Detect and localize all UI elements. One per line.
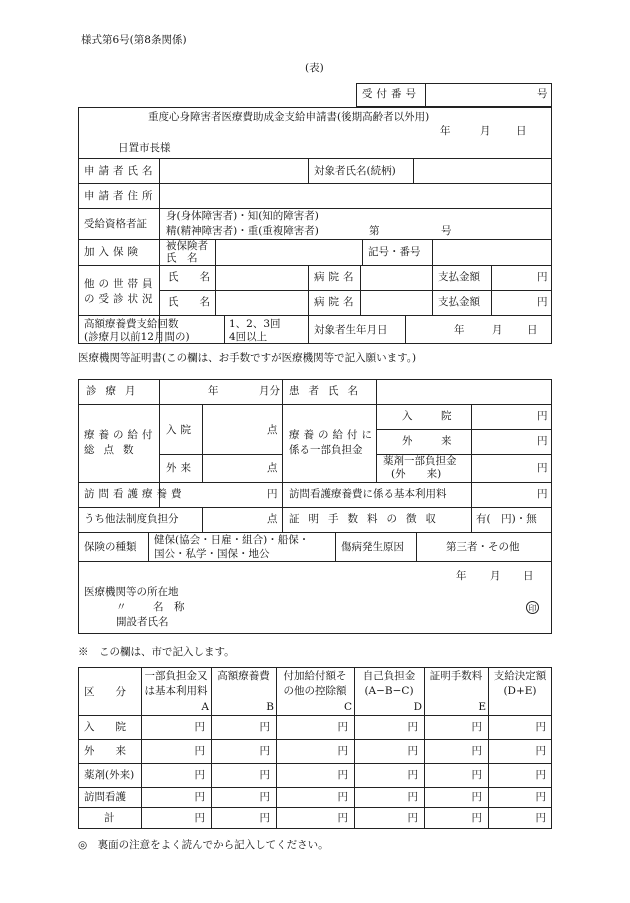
city-col-header-line1: 一部負担金又 (144, 670, 208, 682)
city-row-label: 計 (104, 812, 115, 824)
footer-note: ◎ 裏面の注意をよく読んでから記入してください。 (78, 839, 329, 851)
city-cell-yen[interactable]: 円 (471, 721, 482, 733)
receipt-number-label: 受付番号 (362, 88, 420, 100)
visiting-basic-label: 訪問看護療養費に係る基本利用料 (289, 488, 447, 500)
subject-name-label: 対象者氏名(続柄) (314, 165, 396, 177)
city-note: ※ この欄は、市で記入します。 (78, 646, 235, 658)
city-cell-yen[interactable]: 円 (259, 791, 270, 803)
symbol-number-label: 記号・番号 (368, 246, 421, 258)
copay-outpatient-yen: 円 (537, 435, 548, 447)
city-col-letter: E (478, 701, 486, 713)
high-cost-label-1: 高額療養費支給回数 (84, 318, 179, 330)
birth-day: 日 (527, 324, 538, 336)
city-cell-yen[interactable]: 円 (471, 769, 482, 781)
qualification-label: 受給資格者証 (84, 218, 147, 230)
treatment-month-label: 診療月 (86, 385, 145, 397)
receipt-number-suffix: 号 (537, 88, 548, 100)
points-label-2: 総点数 (84, 444, 143, 456)
city-cell-yen[interactable]: 円 (535, 745, 546, 757)
high-cost-option-1[interactable]: 1、2、3回 (229, 318, 281, 330)
city-cell-yen[interactable]: 円 (407, 721, 418, 733)
form-number: 様式第6号(第8条関係) (81, 34, 187, 46)
applicant-address-field[interactable] (160, 184, 551, 207)
city-cell-yen[interactable]: 円 (194, 769, 205, 781)
seal-mark: 印 (526, 601, 539, 614)
date-day: 日 (516, 125, 527, 137)
date-year: 年 (440, 125, 451, 137)
insurance-type-label: 保険の種類 (84, 541, 137, 553)
city-kubun-header: 区 分 (84, 686, 126, 698)
birth-month: 月 (492, 324, 503, 336)
cert-year: 年 (456, 570, 467, 582)
city-cell-yen[interactable]: 円 (194, 791, 205, 803)
applicant-address-label: 申請者住所 (84, 190, 157, 202)
copay-label-1: 療養の給付に (289, 429, 376, 441)
city-cell-yen[interactable]: 円 (259, 812, 270, 824)
high-cost-label-2: (診療月以前12月間の) (84, 331, 190, 343)
cert-fee-option[interactable]: 有( 円)・無 (476, 513, 537, 525)
copay-label-2: 係る一部負担金 (289, 444, 363, 456)
insured-name-field[interactable] (216, 240, 361, 264)
insured-label-2: 氏 名 (166, 252, 198, 264)
city-row-label: 入 院 (84, 721, 126, 733)
points-outpatient-label: 外来 (166, 462, 195, 474)
points-inpatient-unit: 点 (267, 424, 278, 436)
cert-day: 日 (523, 570, 534, 582)
treatment-month-year: 年 (208, 385, 219, 397)
city-cell-yen[interactable]: 円 (259, 721, 270, 733)
city-cell-yen[interactable]: 円 (259, 745, 270, 757)
city-cell-yen[interactable]: 円 (337, 769, 348, 781)
city-cell-yen[interactable]: 円 (407, 769, 418, 781)
household-yen: 円 (537, 296, 548, 308)
city-col-header-line2: (A−B−C) (364, 685, 414, 697)
city-col-letter: C (343, 701, 352, 713)
city-col-letter: B (266, 701, 274, 713)
symbol-number-field[interactable] (433, 240, 551, 264)
city-cell-yen[interactable]: 円 (407, 812, 418, 824)
drug-copay-label-1: 薬剤一部負担金 (383, 455, 457, 467)
city-cell-yen[interactable]: 円 (194, 745, 205, 757)
city-col-header-line1: 支給決定額 (493, 670, 547, 682)
household-label-1: 他の世帯員 (84, 278, 157, 290)
city-cell-yen[interactable]: 円 (535, 769, 546, 781)
other-law-unit: 点 (267, 513, 278, 525)
institution-founder-label: 開設者氏名 (116, 616, 169, 628)
city-row-label: 訪問看護 (84, 791, 126, 803)
date-month: 月 (480, 125, 491, 137)
birthdate-label: 対象者生年月日 (314, 324, 388, 336)
injury-cause-options[interactable]: 第三者・その他 (446, 541, 520, 553)
points-inpatient-label: 入院 (166, 424, 195, 436)
drug-copay-yen: 円 (537, 462, 548, 474)
city-cell-yen[interactable]: 円 (259, 769, 270, 781)
city-cell-yen[interactable]: 円 (535, 791, 546, 803)
qualification-line2: 精(精神障害者)・重(重複障害者) (166, 225, 319, 237)
household-hospital-label: 病院名 (314, 271, 358, 283)
qualification-no-prefix: 第 (369, 225, 380, 237)
city-cell-yen[interactable]: 円 (194, 721, 205, 733)
city-row-label: 外 来 (84, 745, 126, 757)
visiting-nursing-label: 訪問看護療養費 (84, 488, 186, 500)
city-col-header-line1: 付加給付額そ (283, 670, 347, 682)
form-side: (表) (305, 62, 324, 74)
city-col-header-line2: は基本利用料 (144, 685, 208, 697)
injury-cause-label: 傷病発生原因 (341, 541, 404, 553)
household-paid-label: 支払金額 (438, 296, 480, 308)
institution-address-label: 医療機関等の所在地 (84, 586, 179, 598)
insured-label-1: 被保険者 (166, 240, 208, 252)
city-cell-yen[interactable]: 円 (535, 812, 546, 824)
city-cell-yen[interactable]: 円 (194, 812, 205, 824)
household-name-label: 氏 名 (168, 271, 210, 283)
qualification-line1: 身(身体障害者)・知(知的障害者) (166, 210, 319, 222)
household-label-2: の受診状況 (84, 293, 157, 305)
city-col-header-line1: 自己負担金 (362, 670, 416, 682)
city-col-header-line1: 証明手数料 (429, 670, 483, 682)
copay-inpatient-label: 入 院 (402, 410, 461, 422)
subject-name-field[interactable] (414, 159, 551, 182)
other-law-label: うち他法制度負担分 (84, 513, 179, 525)
city-cell-yen[interactable]: 円 (535, 721, 546, 733)
city-row-label: 薬剤(外来) (84, 769, 135, 781)
applicant-name-field[interactable] (160, 159, 307, 182)
city-col-letter: D (413, 701, 422, 713)
cert-month: 月 (490, 570, 501, 582)
addressee: 日置市長様 (118, 142, 171, 154)
city-cell-yen[interactable]: 円 (407, 745, 418, 757)
city-col-header-line2: の他の控除額 (283, 685, 347, 697)
household-hospital-label: 病院名 (314, 296, 358, 308)
city-cell-yen[interactable]: 円 (471, 745, 482, 757)
city-col-header-line1: 高額療養費 (217, 670, 270, 682)
city-col-letter: A (201, 701, 209, 713)
copay-outpatient-label: 外 来 (402, 435, 461, 447)
city-cell-yen[interactable]: 円 (407, 791, 418, 803)
visiting-nursing-yen: 円 (267, 488, 278, 500)
visiting-basic-yen: 円 (537, 488, 548, 500)
cert-fee-label: 証明手数料の徴収 (289, 513, 445, 525)
patient-name-label: 患者氏名 (289, 385, 367, 397)
drug-copay-label-2: (外 来) (391, 468, 442, 480)
qualification-no-suffix: 号 (441, 225, 452, 237)
insurance-type-line1[interactable]: 健保(協会・日雇・組合)・船保・ (154, 534, 310, 546)
city-cell-yen[interactable]: 円 (337, 812, 348, 824)
points-label-1: 療養の給付 (84, 429, 157, 441)
insurance-label: 加入保険 (84, 246, 142, 258)
applicant-name-label: 申請者氏名 (84, 165, 157, 177)
city-col-header-line2: (D+E) (503, 685, 537, 697)
medical-heading: 医療機関等証明書(この欄は、お手数ですが医療機関等で記入願います。) (78, 352, 417, 364)
treatment-month-suffix: 月分 (259, 385, 280, 397)
points-outpatient-unit: 点 (267, 462, 278, 474)
city-cell-yen[interactable]: 円 (337, 721, 348, 733)
form-title: 重度心身障害者医療費助成金支給申請書(後期高齢者以外用) (148, 111, 430, 123)
patient-name-field[interactable] (377, 380, 551, 403)
household-name-label: 氏 名 (168, 296, 210, 308)
copay-inpatient-yen: 円 (537, 410, 548, 422)
household-yen: 円 (537, 271, 548, 283)
birth-year: 年 (454, 324, 465, 336)
institution-name-label: 名 称 (153, 601, 185, 613)
household-paid-label: 支払金額 (438, 271, 480, 283)
high-cost-option-2[interactable]: 4回以上 (229, 331, 268, 343)
city-cell-yen[interactable]: 円 (471, 812, 482, 824)
insurance-type-line2[interactable]: 国公・私学・国保・地公 (154, 548, 270, 560)
city-cell-yen[interactable]: 円 (337, 791, 348, 803)
ditto-mark: 〃 (116, 601, 127, 613)
city-cell-yen[interactable]: 円 (337, 745, 348, 757)
city-cell-yen[interactable]: 円 (471, 791, 482, 803)
